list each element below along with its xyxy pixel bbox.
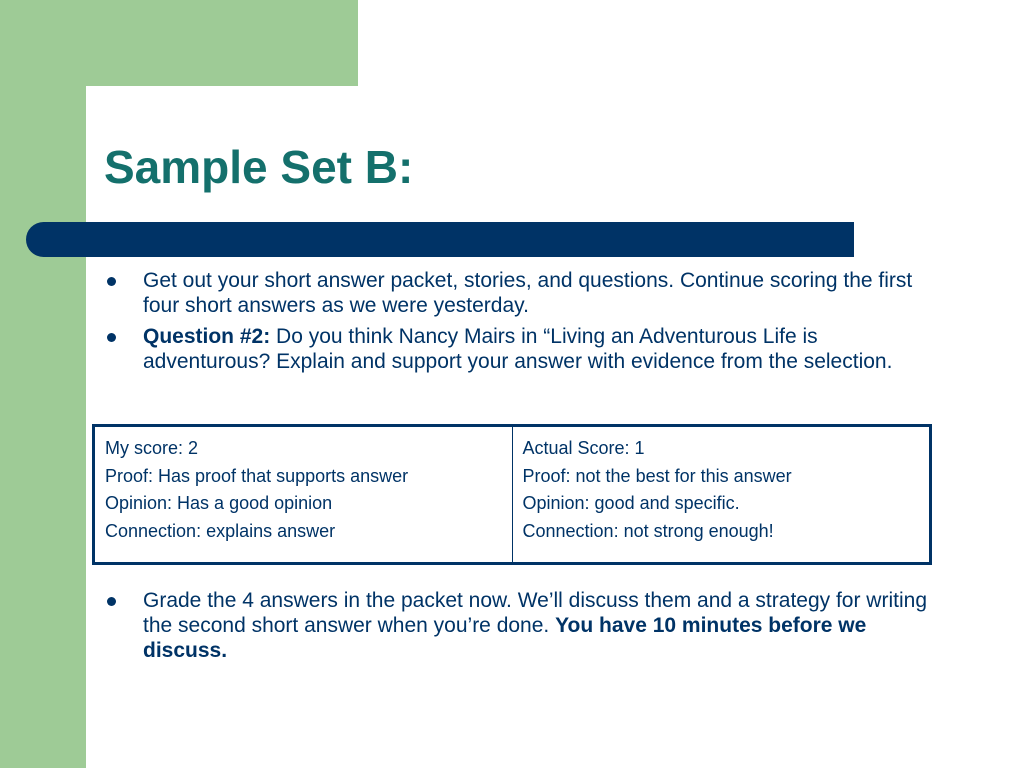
- score-comparison-table: [92, 424, 932, 565]
- actual-connection: Connection: not strong enough!: [522, 520, 774, 541]
- bullet-list-top: [104, 268, 934, 380]
- bullet-item: [104, 588, 934, 663]
- actual-proof: Proof: not the best for this answer: [522, 465, 792, 486]
- slide-title: Sample Set B:: [104, 141, 414, 193]
- bullet-text: Do you think Nancy Mairs in “Living an Adventurous Life is adventurous? Explain and support your answer with evidence from the selection.: [143, 325, 893, 373]
- my-proof: Proof: Has proof that supports answer: [105, 465, 409, 486]
- actual-score-column: [512, 427, 930, 562]
- bullet-dot-icon: [107, 277, 116, 286]
- bullet-bold-suffix: You have 10 minutes before we discuss.: [143, 614, 867, 662]
- actual-opinion: Opinion: good and specific.: [522, 493, 740, 513]
- decorative-green-sidebar: [0, 0, 86, 768]
- my-opinion: Opinion: Has a good opinion: [105, 493, 333, 513]
- title-underline-bar: [26, 222, 854, 257]
- bullet-dot-icon: [107, 333, 116, 342]
- actual-score: Actual Score: 1: [522, 438, 645, 458]
- my-score-column: [95, 427, 512, 562]
- bullet-item: [104, 324, 934, 374]
- bullet-text: Get out your short answer packet, stories, and questions. Continue scoring the first four short answers as we were yesterday.: [143, 269, 913, 317]
- bullet-item: [104, 268, 934, 318]
- bullet-bold-prefix: Question #2:: [143, 325, 271, 348]
- bullet-list-bottom: [104, 588, 934, 669]
- decorative-green-corner: [0, 0, 358, 86]
- my-score: My score: 2: [105, 438, 199, 458]
- bullet-text: Grade the 4 answers in the packet now. We’ll discuss them and a strategy for writing the second short answer when you’re done.: [143, 589, 927, 637]
- my-connection: Connection: explains answer: [105, 520, 336, 541]
- bullet-dot-icon: [107, 597, 116, 606]
